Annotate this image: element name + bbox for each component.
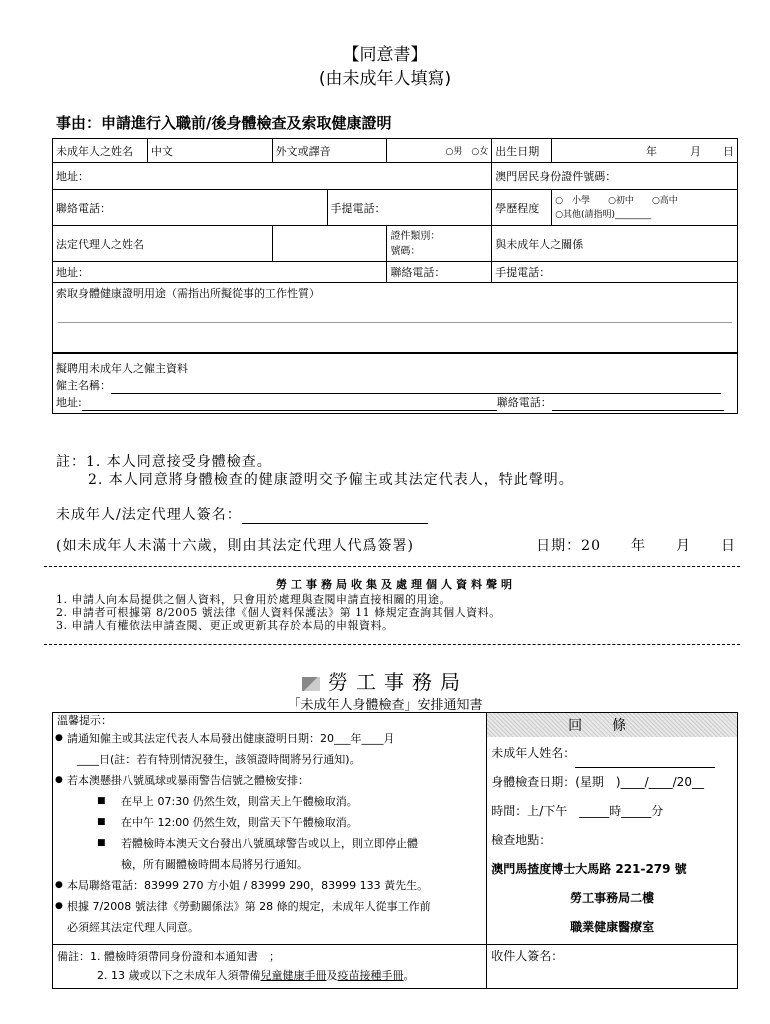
- receipt-date-field[interactable]: 身體檢查日期：(星期 )____/____/20__: [491, 775, 704, 789]
- page-subtitle: (由未成年人填寫): [318, 69, 452, 89]
- under16-note: (如未成年人未滿十六歲，則由其法定代理人代爲簽署): [56, 538, 414, 554]
- privacy-statement: [56, 578, 736, 632]
- employer-name-field[interactable]: 僱主名稱：: [56, 377, 734, 394]
- list-item: ■ 若體檢時本澳天文台發出八號風球警告或以上，則立即停止體: [57, 833, 482, 854]
- receipt-time-field[interactable]: 時間：上/下午 _____時_____分: [491, 804, 664, 818]
- notice-table: [52, 712, 738, 989]
- note-1: 註：1. 本人同意接受身體檢查。: [56, 454, 272, 470]
- male-radio[interactable]: ○男: [445, 147, 463, 157]
- signature-date[interactable]: 日期：20 年 月 日: [536, 538, 736, 554]
- notice-title: 「未成年人身體檢查」安排通知書: [287, 698, 483, 713]
- remark-1: 備註：1. 體檢時須帶同身份證和本通知書 ；: [57, 950, 280, 963]
- signature-label: 未成年人/法定代理人簽名：: [56, 507, 242, 523]
- list-item: ■ 在中午 12:00 仍然生效，則當天下午體檢取消。: [57, 812, 482, 833]
- edu-other-radio[interactable]: ○其他(請指明)________: [555, 209, 652, 220]
- privacy-heading: 勞工事務局收集及處理個人資料聲明: [276, 578, 516, 591]
- guardian-phone-field[interactable]: 聯絡電話：: [387, 262, 492, 283]
- privacy-item: 3. 申請人有權依法申請查閱、更正或更新其存於本局的申報資料。: [56, 619, 394, 632]
- mobile-field[interactable]: 手提電話：: [327, 190, 492, 226]
- receipt-cell: [487, 713, 738, 945]
- department-header: [0, 666, 770, 695]
- list-item: ■ 在早上 07:30 仍然生效，則當天上午體檢取消。: [57, 791, 482, 812]
- remarks-cell: [53, 945, 487, 989]
- minor-name-label: 未成年人之姓名: [53, 139, 148, 163]
- education-label: 學歷程度: [492, 190, 552, 226]
- note-2: 2. 本人同意將身體檢查的健康證明交予僱主或其法定代表人，特此聲明。: [88, 472, 574, 488]
- resident-id-field[interactable]: 澳門居民身份證件號碼：: [492, 163, 738, 190]
- receipt-place-label: 檢查地點：: [491, 833, 552, 847]
- guardian-name-label[interactable]: 法定代理人之姓名: [53, 226, 273, 262]
- signature-info-row: [56, 535, 736, 555]
- edu-senior-radio[interactable]: ○高中: [651, 195, 678, 206]
- list-item: ● 若本澳懸掛八號風球或暴雨警告信號之體檢安排：: [57, 770, 482, 791]
- list-item-cont: 檢，所有關體檢時間本局將另行通知。: [121, 858, 308, 871]
- list-item-cont: ____日(註：若有特別情況發生，該領證時間將另行通知)。: [77, 753, 361, 766]
- dob-label: 出生日期: [492, 139, 552, 163]
- receipt-name-field[interactable]: 未成年人姓名：: [491, 739, 733, 768]
- relation-field[interactable]: 與未成年人之關係: [492, 226, 738, 262]
- employer-address-field[interactable]: 地址: 聯絡電話：: [56, 394, 734, 411]
- tips-list: [57, 728, 482, 938]
- address-field[interactable]: 地址：: [53, 163, 492, 190]
- female-radio[interactable]: ○女: [471, 147, 489, 157]
- receipt-address-1: 澳門馬揸度博士大馬路 221-279 號: [491, 862, 687, 876]
- foreign-name-field[interactable]: 外文或譯音: [272, 139, 387, 163]
- tips-cell: [53, 713, 487, 945]
- edu-primary-radio[interactable]: ○ 小學: [555, 195, 591, 206]
- employer-section: [53, 353, 738, 414]
- signature-row[interactable]: [56, 504, 428, 524]
- tips-heading: 溫馨提示：: [57, 714, 112, 727]
- dob-field[interactable]: 年 月 日: [552, 139, 738, 163]
- receipt-address-3: 職業健康醫療室: [570, 920, 655, 934]
- phone-field[interactable]: 聯絡電話：: [53, 190, 328, 226]
- guardian-name-field[interactable]: [272, 226, 387, 262]
- chinese-name-field[interactable]: 中文: [147, 139, 272, 163]
- subject-line: 事由：申請進行入職前/後身體檢查及索取健康證明: [56, 114, 392, 132]
- recipient-signature-field[interactable]: 收件人簽名：: [487, 945, 738, 989]
- list-item: ● 本局聯絡電話：83999 270 方小姐 / 83999 290，83999 133 黃先生。: [57, 875, 482, 896]
- privacy-item: 1. 申請人向本局提供之個人資料，只會用於處理與查閱申請直接相關的用途。: [56, 593, 451, 606]
- remark-2: 2. 13 歲或以下之未成年人須帶備兒童健康手冊及疫苗接種手冊。: [97, 969, 415, 982]
- guardian-mobile-field[interactable]: 手提電話：: [492, 262, 738, 283]
- receipt-heading: 回條: [487, 713, 737, 737]
- receipt-address-2: 勞工事務局二樓: [570, 891, 655, 905]
- privacy-item: 2. 申請者可根據第 8/2005 號法律《個人資料保護法》第 11 條規定查詢其個人資料。: [56, 606, 501, 619]
- guardian-address-field[interactable]: 地址：: [53, 262, 387, 283]
- list-item: ● 請通知僱主或其法定代表人本局發出健康證明日期：20___年____月: [57, 728, 482, 749]
- education-options[interactable]: [552, 190, 738, 226]
- page-title: 【同意書】: [342, 45, 428, 65]
- declaration-notes: [56, 453, 574, 489]
- list-item: ● 根據 7/2008 號法律《勞動關係法》第 28 條的規定，未成年人從事工作前: [57, 896, 482, 917]
- department-logo-icon: [302, 677, 320, 691]
- list-item-cont: 必須經其法定代理人同意。: [67, 921, 199, 934]
- purpose-field[interactable]: 索取身體健康證明用途（需指出所擬從事的工作性質）: [53, 283, 738, 353]
- applicant-form-table: [52, 138, 738, 414]
- dashed-divider: [44, 566, 740, 567]
- employer-section-title: 擬聘用未成年人之僱主資料: [56, 361, 188, 375]
- edu-junior-radio[interactable]: ○初中: [608, 195, 634, 206]
- employer-phone-label: 聯絡電話：: [496, 395, 552, 409]
- gender-options[interactable]: [387, 139, 492, 163]
- dashed-divider: [44, 644, 740, 645]
- guardian-doc-field[interactable]: 證件類別： 號碼：: [387, 226, 492, 262]
- department-name: 勞工事務局: [328, 670, 468, 694]
